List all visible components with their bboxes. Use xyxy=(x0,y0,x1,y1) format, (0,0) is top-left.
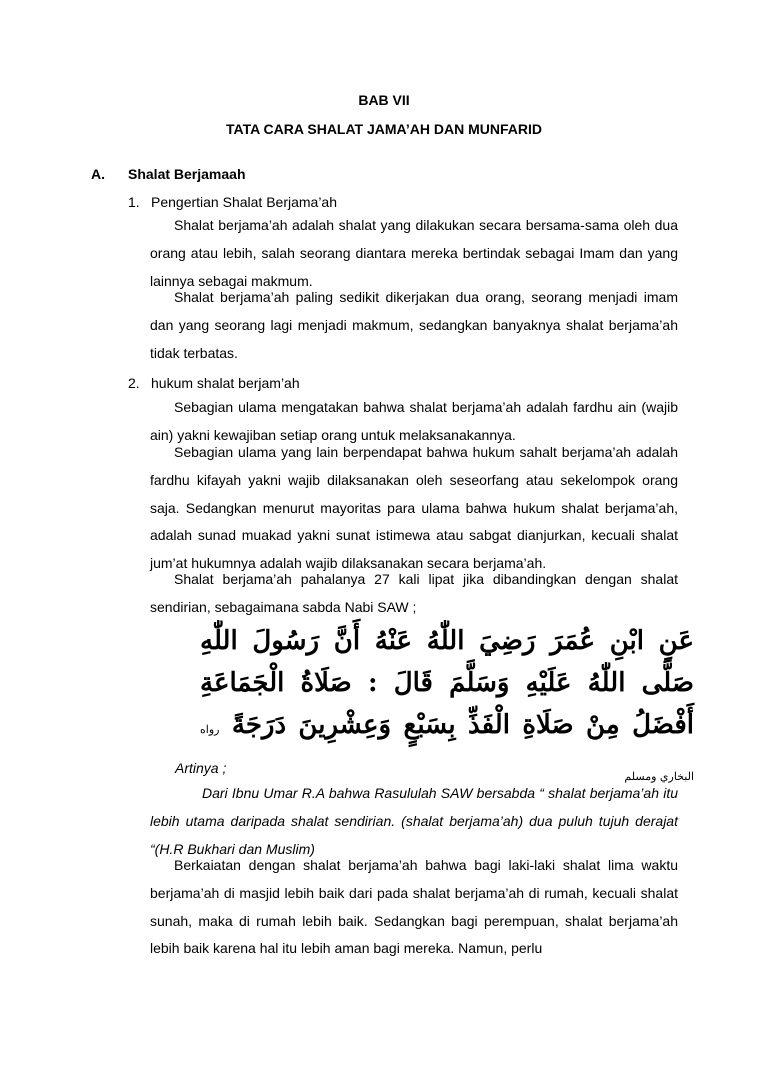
paragraph-1-1 xyxy=(150,212,678,295)
paragraph-1-1-text: Shalat berjama’ah adalah shalat yang dilakukan secara bersama-sama oleh dua orang atau lebih, salah seorang diantara mereka bertindak sebagai Imam dan yang lainnya sebagai makmum. xyxy=(150,217,678,289)
paragraph-2-3 xyxy=(150,566,678,622)
hadith-arabic-text: عَنِ ابْنِ عُمَرَ رَضِيَ اللّٰهُ عَنْهُ أَنَّ رَسُولَ اللّٰهِ صَلَّى اللّٰهُ عَلَيْهِ وَسَلَّمَ قَالَ : صَلَاةُ الْجَمَاعَةِ أَفْضَلُ مِنْ صَلَاةِ الْفَذِّ بِسَبْعٍ وَعِشْرِينَ دَرَجَةً xyxy=(200,626,694,740)
artinya-label: Artinya ; xyxy=(175,760,227,776)
chapter-title: TATA CARA SHALAT JAMA’AH DAN MUNFARID xyxy=(225,121,542,137)
section-title: Shalat Berjamaah xyxy=(128,166,246,182)
paragraph-2-2 xyxy=(150,439,678,578)
hadith-source-note: رواه البخاري ومسلم xyxy=(200,723,694,783)
translation-paragraph xyxy=(150,780,678,863)
section-letter: A. xyxy=(91,166,105,182)
translation-text: Dari Ibnu Umar R.A bahwa Rasululah SAW bersabda “ shalat berjama’ah itu lebih utama daripada shalat sendirian. (shalat berjama’ah) dua puluh tujuh derajat “(H.R Bukhari dan Muslim) xyxy=(150,785,678,857)
item-2-number: 2. xyxy=(128,375,140,391)
paragraph-2-1-text: Sebagian ulama mengatakan bahwa shalat berjama’ah adalah fardhu ain (wajib ain) yakni kewajiban setiap orang untuk melaksanakannya. xyxy=(150,399,678,443)
paragraph-1-2 xyxy=(150,284,678,367)
paragraph-2-4 xyxy=(150,852,678,963)
paragraph-2-2-text: Sebagian ulama yang lain berpendapat bahwa hukum sahalt berjama’ah adalah fardhu kifayah yakni wajib dilaksanakan oleh seseorfang atau sekelompok orang saja. Sedangkan menurut mayoritas para ulama bahwa hukum shalat berjama’ah, adalah sunad muakad yakni sunat istimewa atau sabgat dianjurkan, kecuali shalat jum’at hukumnya adalah wajib dilaksanakan secara berjama’ah. xyxy=(150,444,678,572)
item-2-title: hukum shalat berjam’ah xyxy=(151,375,300,391)
paragraph-1-2-text: Shalat berjama’ah paling sedikit dikerjakan dua orang, seorang menjadi imam dan yang seorang lagi menjadi makmum, sedangkan banyaknya shalat berjama’ah tidak terbatas. xyxy=(150,289,678,361)
item-1-number: 1. xyxy=(128,194,140,210)
chapter-number: BAB VII xyxy=(358,92,410,108)
item-1-title: Pengertian Shalat Berjama’ah xyxy=(151,194,338,210)
paragraph-2-4-text: Berkaiatan dengan shalat berjama’ah bahwa bagi laki-laki shalat lima waktu berjama’ah di masjid lebih baik dari pada shalat berjama’ah di rumah, kecuali shalat sunah, maka di rumah lebih baik. Sedangkan bagi perempuan, shalat berjama’ah lebih baik karena hal itu lebih aman bagi mereka. Namun, perlu xyxy=(150,857,678,957)
paragraph-2-3-text: Shalat berjama’ah pahalanya 27 kali lipat jika dibandingkan dengan shalat sendirian, sebagaimana sabda Nabi SAW ; xyxy=(150,571,678,615)
